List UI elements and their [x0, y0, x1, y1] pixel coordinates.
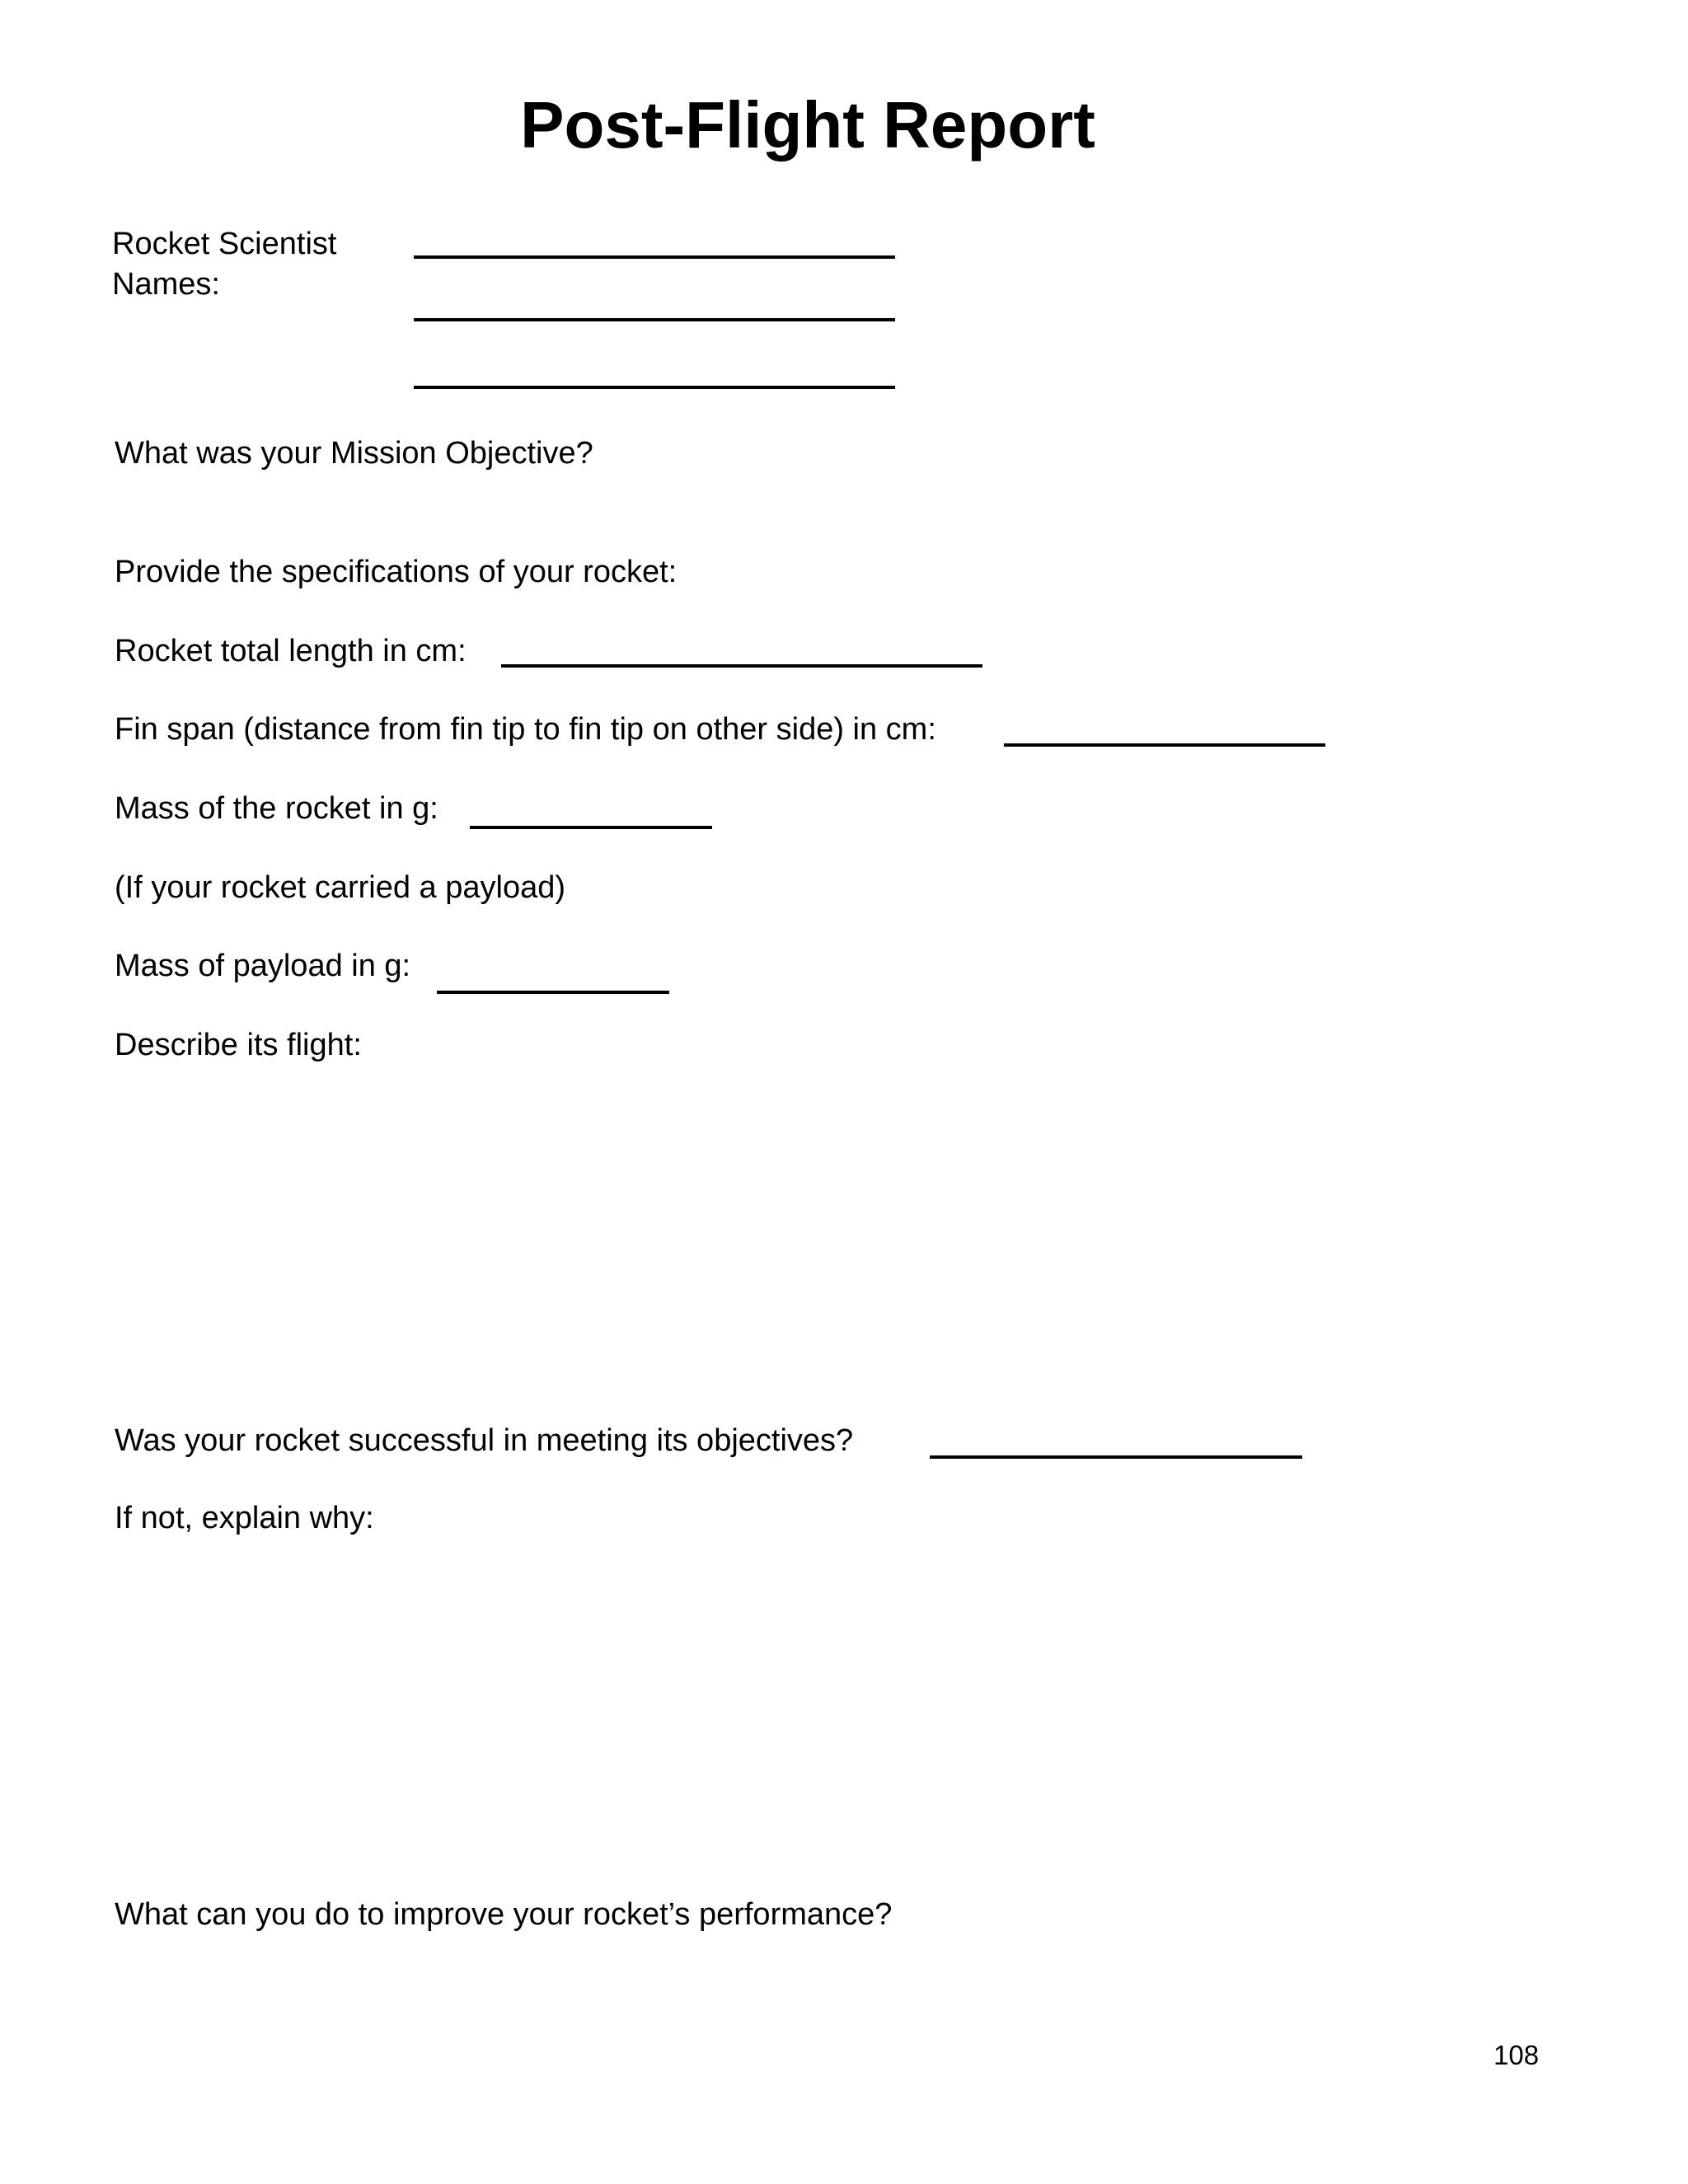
page-title: Post-Flight Report	[520, 88, 1095, 162]
describe-flight-question: Describe its flight:	[115, 1028, 362, 1062]
scientist-name-blank-3[interactable]	[414, 386, 895, 389]
payload-mass-label: Mass of payload in g:	[115, 949, 411, 983]
success-blank[interactable]	[930, 1455, 1302, 1459]
mission-objective-question: What was your Mission Objective?	[115, 436, 593, 471]
scientist-names-label: Rocket Scientist Names:	[112, 227, 337, 302]
page-number: 108	[1493, 2040, 1540, 2070]
explain-why-question: If not, explain why:	[115, 1501, 374, 1535]
rocket-mass-label: Mass of the rocket in g:	[115, 791, 438, 826]
fin-span-blank[interactable]	[1004, 743, 1325, 747]
total-length-label: Rocket total length in cm:	[115, 634, 467, 668]
scientist-name-blank-2[interactable]	[414, 318, 895, 321]
payload-mass-blank[interactable]	[437, 991, 669, 994]
total-length-blank[interactable]	[501, 664, 982, 668]
success-question: Was your rocket successful in meeting its objectives?	[115, 1423, 854, 1458]
payload-note: (If your rocket carried a payload)	[115, 870, 566, 905]
improve-question: What can you do to improve your rocket’s performance?	[115, 1897, 893, 1932]
scientist-name-blank-1[interactable]	[414, 255, 895, 259]
rocket-mass-blank[interactable]	[470, 826, 712, 829]
fin-span-label: Fin span (distance from fin tip to fin tip on other side) in cm:	[115, 712, 936, 747]
specifications-intro: Provide the specifications of your rocket:	[115, 555, 678, 589]
